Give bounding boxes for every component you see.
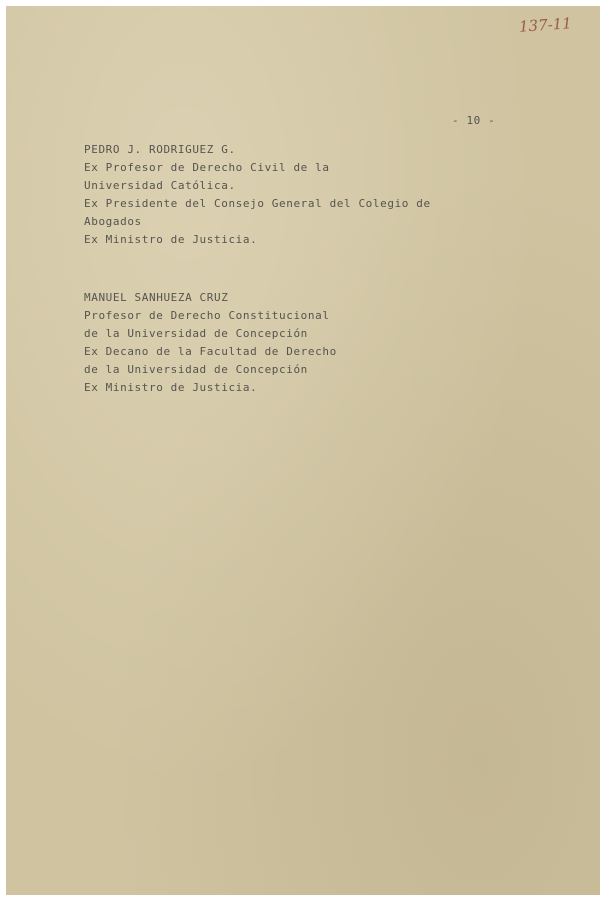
page-number: - 10 - [452,114,496,127]
signatory-title-line: Universidad Católica. [84,179,236,192]
signatory-title-line: Ex Ministro de Justicia. [84,233,258,246]
signatory-title-line: Ex Presidente del Consejo General del Colegio de [84,197,431,210]
signatory-title-line: Ex Decano de la Facultad de Derecho [84,345,337,358]
signatory-block-rodriguez [84,141,431,249]
signatory-block-sanhueza [84,289,337,397]
signatory-title-line: Ex Ministro de Justicia. [84,381,258,394]
signatory-title-line: Profesor de Derecho Constitucional [84,309,330,322]
signatory-title-line: de la Universidad de Concepción [84,327,308,340]
signatory-title-line: de la Universidad de Concepción [84,363,308,376]
signatory-title-line: Abogados [84,215,142,228]
signatory-title-line: Ex Profesor de Derecho Civil de la [84,161,330,174]
document-page [6,6,600,895]
signatory-name: PEDRO J. RODRIGUEZ G. [84,143,236,156]
signatory-name: MANUEL SANHUEZA CRUZ [84,291,229,304]
archive-mark: 137-11 [518,14,573,36]
